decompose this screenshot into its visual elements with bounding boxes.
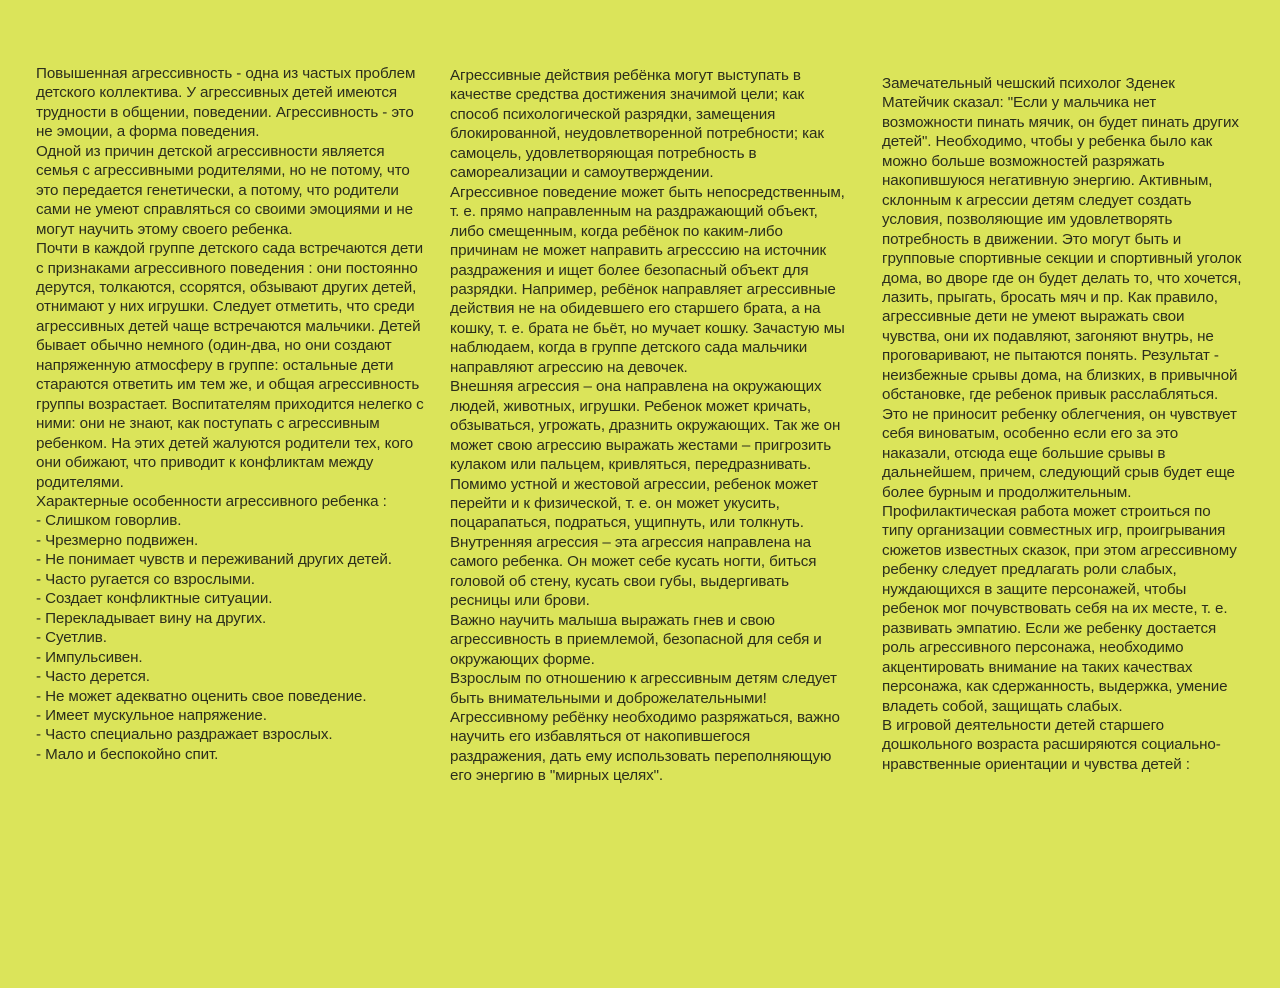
paragraph: Повышенная агрессивность - одна из частых проблем детского коллектива. У агрессивных детей имеются трудности в общении, поведении. Агрессивность - это не эмоции, а форма поведения.: [36, 65, 416, 141]
list-item: - Часто ругается со взрослыми.: [36, 570, 255, 588]
list-item: - Часто дерется.: [36, 668, 150, 686]
paragraph: Агрессивное поведение может быть непосредственным, т. е. прямо направленным на раздражающий объект, либо смещенным, когда ребёнок по каким-либо причинам не может направить агресссию на источник раздражения и ищет более безопасный объект для разрядки. Например, ребёнок направляет агрессивные действия не на обидевшего его старшего брата, а на кошку, т. е. брата не бьёт, но мучает кошку. Зачастую мы наблюдаем, когда в группе детского сада мальчики направляют агрессию на девочек.: [450, 183, 845, 376]
list-item: - Не может адекватно оценить свое поведение.: [36, 687, 367, 705]
list-heading: Характерные особенности агрессивного ребенка :: [36, 492, 387, 510]
list-item: - Чрезмерно подвижен.: [36, 531, 199, 549]
list-item: - Перекладывает вину на других.: [36, 609, 267, 627]
paragraph: Почти в каждой группе детского сада встречаются дети с признаками агрессивного поведения : они постоянно дерутся, толкаются, ссорятся, обзывают других детей, отнимают у них игрушки. Следует отметить, что среди агрессивных детей чаще встречаются мальчики. Детей бывает обычно немного (один-два, но они создают напряженную атмосферу в группе: остальные дети стараются ответить им тем же, и общая агрессивность группы возрастает. Воспитателям приходится нелегко с ними: они не знают, как поступать с агрессивным ребенком. На этих детей жалуются родители тех, кого они обижают, что приводит к конфликтам между родителями.: [36, 240, 424, 491]
column-left: [36, 64, 426, 764]
list-item: - Имеет мускульное напряжение.: [36, 706, 267, 724]
paragraph: В игровой деятельности детей старшего дошкольного возраста расширяются социально-нравственные ориентации и чувства детей :: [882, 716, 1221, 773]
paragraph: Внешняя агрессия – она направлена на окружающих людей, животных, игрушки. Ребенок может кричать, обзываться, угрожать, дразнить окружающих. Так же он может свою агрессию выражать жестами – пригрозить кулаком или пальцем, кривляться, передразнивать. Помимо устной и жестовой агрессии, ребенок может перейти и к физической, т. е. он может укусить, поцарапаться, подраться, ущипнуть, или толкнуть.: [450, 378, 841, 532]
list-item: - Создает конфликтные ситуации.: [36, 590, 273, 608]
list-item: - Мало и беспокойно спит.: [36, 745, 219, 763]
list-item: - Не понимает чувств и переживаний других детей.: [36, 551, 392, 569]
column-right: [882, 74, 1242, 774]
paragraph: Агрессивные действия ребёнка могут выступать в качестве средства достижения значимой цели; как способ психологической разрядки, замещения блокированной, неудовлетворенной потребности; как самоцель, удовлетворяющая потребность в самореализации и самоутверждении.: [450, 67, 824, 182]
list-item: - Слишком говорлив.: [36, 512, 182, 530]
column-middle: [450, 66, 845, 786]
paragraph: Взрослым по отношению к агрессивным детям следует быть внимательными и доброжелательными! Агрессивному ребёнку необходимо разряжаться, важно научить его избавляться от накопившегося раздражения, дать ему использовать переполняющую его энергию в "мирных целях".: [450, 670, 840, 785]
paragraph: Одной из причин детской агрессивности является семья с агрессивными родителями, но не потому, что это передается генетически, а потому, что родители сами не умеют справляться со своими эмоциями и не могут научить этому своего ребенка.: [36, 142, 414, 238]
paragraph: Профилактическая работа может строиться по типу организации совместных игр, проигрывания сюжетов известных сказок, при этом агрессивному ребенку следует предлагать роли слабых, нуждающихся в защите персонажей, чтобы ребенок мог почувствовать себя на их месте, т. е. развивать эмпатию. Если же ребенку достается роль агрессивного персонажа, необходимо акцентировать внимание на таких качествах персонажа, как сдержанность, выдержка, умение владеть собой, защищать слабых.: [882, 502, 1237, 715]
paragraph: Важно научить малыша выражать гнев и свою агрессивность в приемлемой, безопасной для себя и окружающих форме.: [450, 611, 822, 668]
list-item: - Часто специально раздражает взрослых.: [36, 726, 333, 744]
list-item: - Суетлив.: [36, 629, 107, 647]
paragraph: Замечательный чешский психолог Зденек Матейчик сказал: "Если у мальчика нет возможности пинать мячик, он будет пинать других детей". Необходимо, чтобы у ребенка было как можно больше возможностей разряжать накопившуюся негативную энергию. Активным, склонным к агрессии детям следует создать условия, позволяющие им удовлетворять потребность в движении. Это могут быть и групповые спортивные секции и спортивный уголок дома, во дворе где он будет делать то, что хочется, лазить, прыгать, бросать мяч и пр. Как правило, агрессивные дети не умеют выражать свои чувства, они их подавляют, загоняют внутрь, не проговаривают, не пытаются понять. Результат - неизбежные срывы дома, на близких, в привычной обстановке, где ребенок привык расслабляться. Это не приносит ребенку облегчения, он чувствует себя виноватым, особенно если его за это наказали, отсюда еще большие срывы в дальнейшем, причем, следующий срыв будет еще более бурным и продолжительным.: [882, 75, 1242, 501]
list-item: - Импульсивен.: [36, 648, 143, 666]
paragraph: Внутренняя агрессия – эта агрессия направлена на самого ребенка. Он может себе кусать ногти, биться головой об стену, кусать свои губы, выдергивать ресницы или брови.: [450, 533, 817, 610]
